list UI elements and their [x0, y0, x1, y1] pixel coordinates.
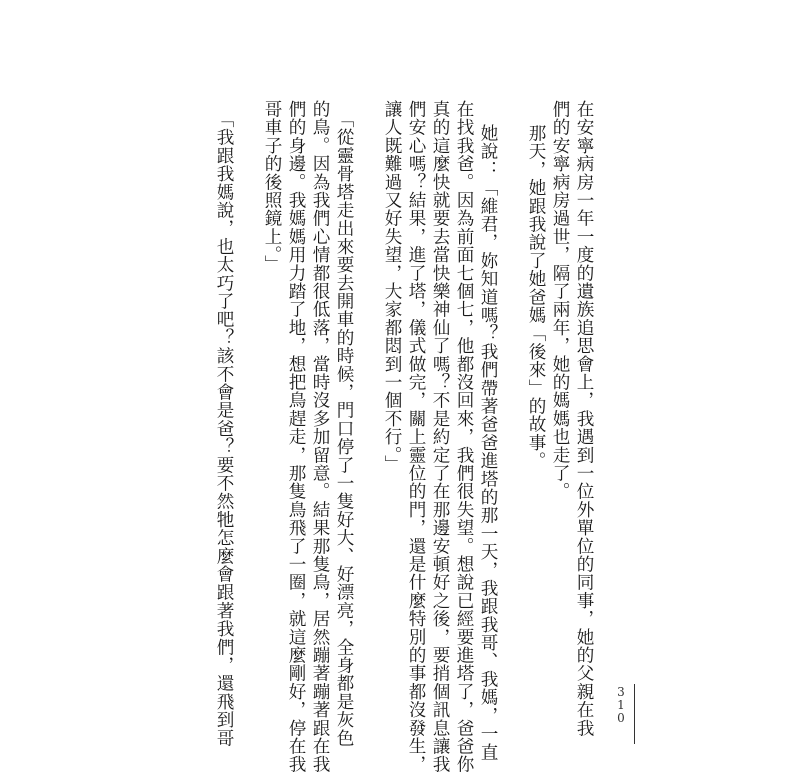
- text-column-5: 在找我爸。因為前面七個七，他都沒回來，我們很失望。想說已經要進塔了，爸爸你: [454, 100, 474, 773]
- text-column-1: 在安寧病房一年一度的遺族追思會上，我遇到一位外單位的同事，她的父親在我: [574, 100, 594, 737]
- text-column-4: 她說：「維君，妳知道嗎？我們帶著爸爸進塔的那一天，我跟我哥、我媽，一直: [478, 124, 498, 761]
- text-column-11: 們的身邊。我媽媽用力踏了地，想把鳥趕走，那隻鳥飛了一圈，就這麼剛好，停在我: [286, 100, 306, 773]
- text-column-3: 那天，她跟我說了她爸媽「後來」的故事。: [526, 124, 546, 470]
- text-column-10: 的鳥。因為我們心情都很低落，當時沒多加留意。結果那隻鳥，居然蹦著蹦著跟在我: [310, 100, 330, 773]
- page-number-rule: [634, 684, 635, 744]
- text-column-7: 們安心嗎？結果，進了塔，儀式做完，關上靈位的門，還是什麼特別的事都沒發生，: [406, 100, 426, 773]
- vertical-text-block: [210, 100, 596, 773]
- text-column-2: 們的安寧病房過世，隔了兩年，她的媽媽也走了。: [550, 100, 570, 501]
- text-column-6: 真的這麼快就要去當快樂神仙了嗎？不是約定了在那邊安頓好之後，要捎個訊息讓我: [430, 100, 450, 773]
- text-column-12: 哥車子的後照鏡上。」: [262, 100, 282, 274]
- text-column-9: 「從靈骨塔走出來要去開車的時候，門口停了一隻好大、好漂亮，全身都是灰色: [334, 110, 354, 747]
- text-column-8: 讓人既難過又好失望，大家都悶到一個不行。」: [382, 100, 402, 474]
- text-column-13: 「我跟我媽說，也太巧了吧？該不會是爸？要不然牠怎麼會跟著我們，還飛到哥: [214, 110, 234, 747]
- page-number: 310: [617, 685, 625, 725]
